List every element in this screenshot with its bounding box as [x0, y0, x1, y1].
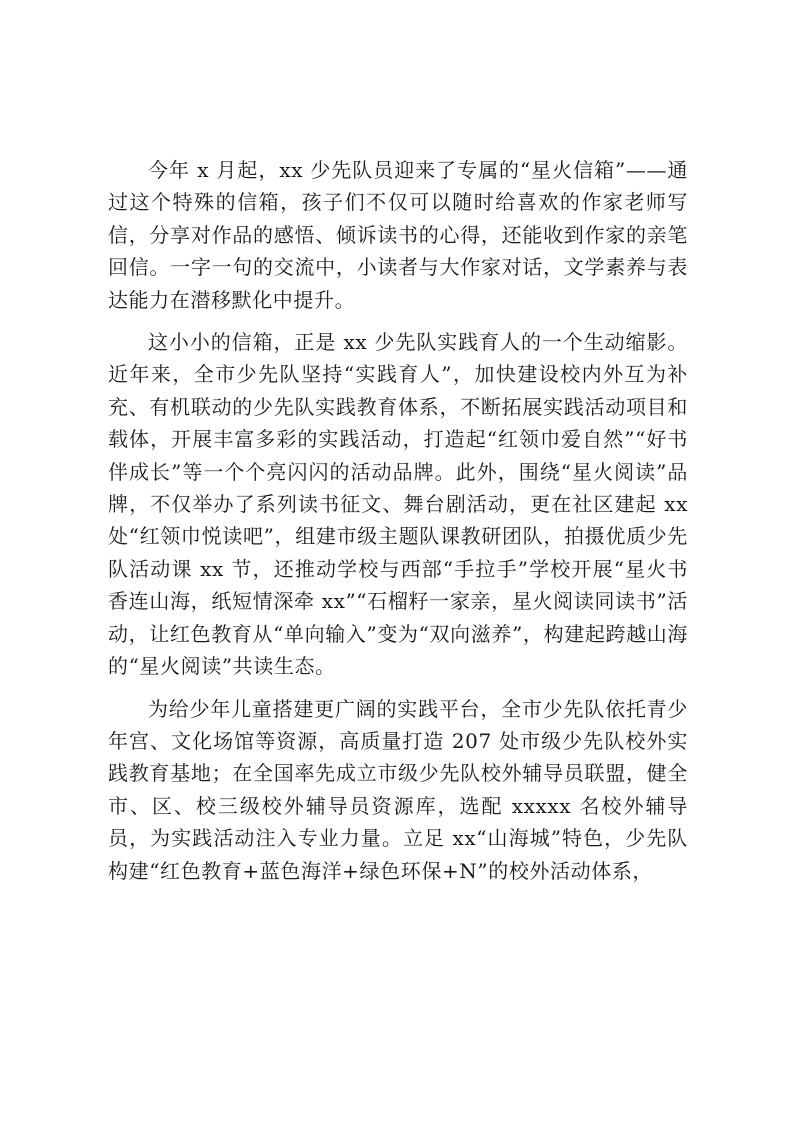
document-body: [108, 154, 688, 897]
paragraph-1: 今年 x 月起，xx 少先队员迎来了专属的“星火信箱”——通过这个特殊的信箱，孩子们不仅可以随时给喜欢的作家老师写信，分享对作品的感悟、倾诉读书的心得，还能收到作家的亲笔回信。一字一句的交流中，小读者与大作家对话，文学素养与表达能力在潜移默化中提升。: [108, 158, 688, 312]
paragraph-3: 为给少年儿童搭建更广阔的实践平台，全市少先队依托青少年宫、文化场馆等资源，高质量打造 207 处市级少先队校外实践教育基地；在全国率先成立市级少先队校外辅导员联盟，健全市、区、校三级校外辅导员资源库，选配 xxxxx 名校外辅导员，为实践活动注入专业力量。立足 xx“山海城”特色，少先队构建“红色教育+蓝色海洋+绿色环保+N”的校外活动体系，: [108, 696, 688, 883]
paragraph-2: 这小小的信箱，正是 xx 少先队实践育人的一个生动缩影。近年来，全市少先队坚持“实践育人”，加快建设校内外互为补充、有机联动的少先队实践教育体系，不断拓展实践活动项目和载体，开展丰富多彩的实践活动，打造起“红领巾爱自然”“好书伴成长”等一个个亮闪闪的活动品牌。此外，围绕“星火阅读”品牌，不仅举办了系列读书征文、舞台剧活动，更在社区建起 xx 处“红领巾悦读吧”，组建市级主题队课教研团队，拍摄优质少先队活动课 xx 节，还推动学校与西部“手拉手”学校开展“星火书香连山海，纸短情深牵 xx”“石榴籽一家亲，星火阅读同读书”活动，让红色教育从“单向输入”变为“双向滋养”，构建起跨越山海的“星火阅读”共读生态。: [108, 330, 688, 679]
